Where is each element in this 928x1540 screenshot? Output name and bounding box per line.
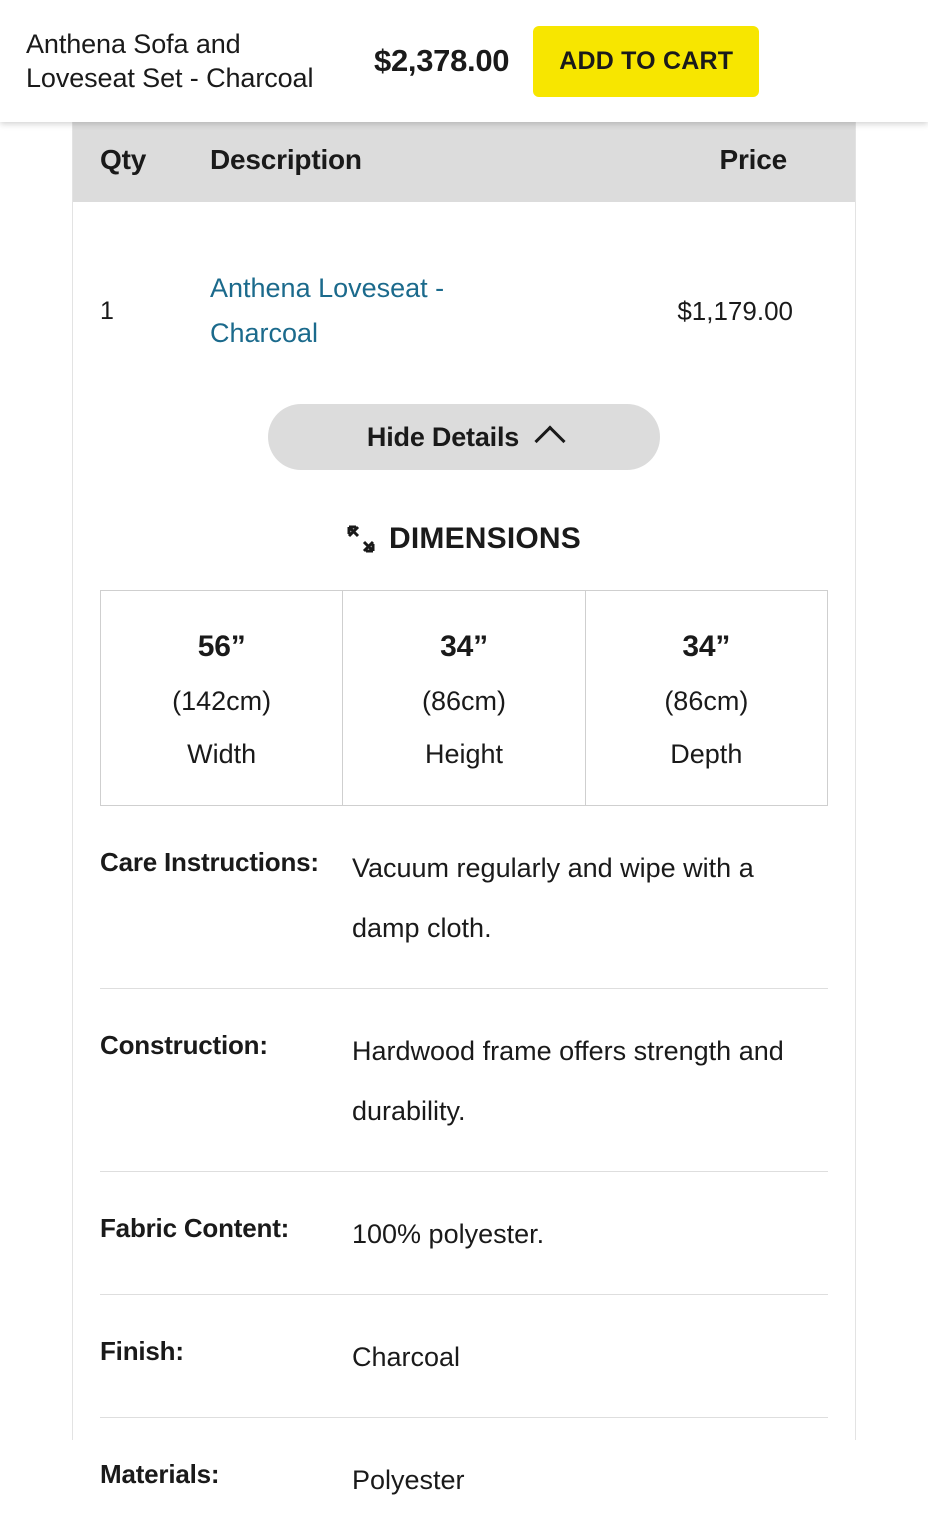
- order-details-panel: [72, 118, 856, 1495]
- dimensions-heading-label: DIMENSIONS: [388, 522, 582, 555]
- spec-row-materials: [100, 1418, 828, 1540]
- dimension-metric: (86cm): [421, 686, 506, 716]
- spec-row-fabric-content: [100, 1172, 828, 1295]
- add-to-cart-button[interactable]: ADD TO CART: [533, 26, 759, 97]
- column-header-description: Description: [210, 144, 362, 175]
- product-title: Anthena Sofa and Loveseat Set - Charcoal: [26, 29, 314, 93]
- spec-label: Care Instructions:: [100, 847, 319, 877]
- hide-details-button[interactable]: [268, 404, 660, 470]
- dimension-label: Width: [187, 739, 257, 769]
- spec-value: Hardwood frame offers strength and durability.: [352, 1036, 784, 1126]
- spec-label: Materials:: [100, 1459, 220, 1489]
- dimension-value: 34”: [682, 630, 731, 663]
- hide-details-label: Hide Details: [366, 421, 520, 452]
- spec-value: 100% polyester.: [352, 1219, 545, 1249]
- dimension-value: 56”: [197, 630, 246, 663]
- dimension-label: Depth: [670, 739, 743, 769]
- item-qty: 1: [100, 296, 114, 325]
- dimension-metric: (86cm): [664, 686, 749, 716]
- spec-row-care-instructions: [100, 806, 828, 989]
- dimension-cell-height: [343, 591, 585, 805]
- spec-value: Polyester: [352, 1465, 465, 1495]
- dimension-metric: (142cm): [172, 686, 272, 716]
- dimension-label: Height: [424, 739, 504, 769]
- spec-value: Charcoal: [352, 1342, 461, 1372]
- spec-label: Construction:: [100, 1030, 268, 1060]
- product-price: $2,378.00: [374, 43, 510, 78]
- spec-label: Finish:: [100, 1336, 184, 1366]
- specifications-list: [100, 806, 828, 1540]
- column-header-qty: Qty: [100, 144, 147, 175]
- dimension-value: 34”: [440, 630, 488, 663]
- dimensions-grid: [100, 590, 828, 806]
- column-header-price: Price: [719, 144, 787, 175]
- details-toggle-wrap: [73, 404, 855, 470]
- items-table-header: [73, 118, 855, 202]
- dimensions-icon: [347, 525, 375, 553]
- spec-value: Vacuum regularly and wipe with a damp cloth.: [352, 853, 754, 943]
- spec-label: Fabric Content:: [100, 1213, 290, 1243]
- dimension-cell-width: [101, 591, 343, 805]
- table-row: [73, 202, 855, 394]
- dimensions-heading: [73, 522, 855, 556]
- item-description-link[interactable]: Anthena Loveseat - Charcoal: [210, 273, 445, 348]
- chevron-up-icon: [535, 425, 566, 456]
- dimension-cell-depth: [586, 591, 827, 805]
- spec-row-construction: [100, 989, 828, 1172]
- sticky-purchase-bar: [0, 0, 928, 122]
- item-price: $1,179.00: [677, 295, 793, 326]
- spec-row-finish: [100, 1295, 828, 1418]
